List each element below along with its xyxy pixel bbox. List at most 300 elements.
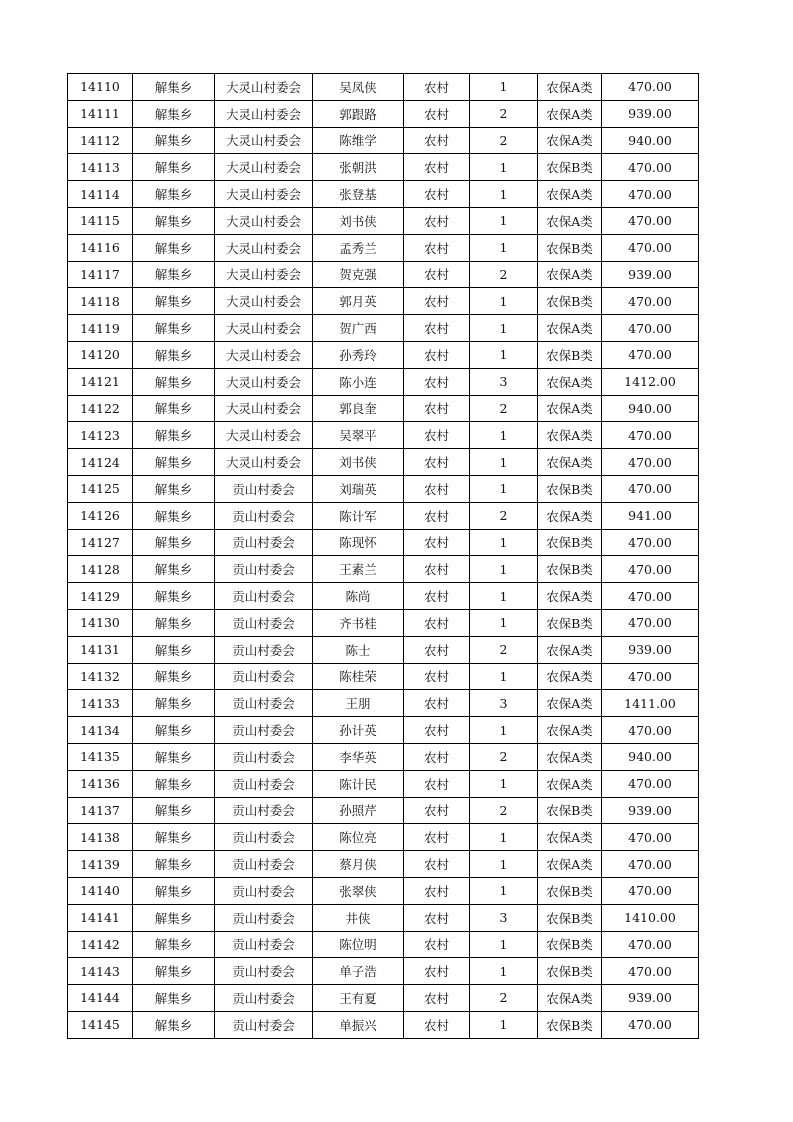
amount-cell: 939.00 (602, 985, 699, 1012)
name-cell: 陈士 (313, 636, 404, 663)
amount-cell: 940.00 (602, 395, 699, 422)
household-size-cell: 1 (470, 958, 538, 985)
record-number-cell: 14135 (68, 743, 133, 770)
table-row (68, 690, 699, 717)
household-type-cell: 农村 (404, 502, 470, 529)
insurance-category-cell: 农保B类 (538, 556, 602, 583)
amount-cell: 470.00 (602, 207, 699, 234)
township-cell: 解集乡 (133, 985, 215, 1012)
record-number-cell: 14143 (68, 958, 133, 985)
township-cell: 解集乡 (133, 904, 215, 931)
amount-cell: 470.00 (602, 529, 699, 556)
amount-cell: 470.00 (602, 74, 699, 101)
amount-cell: 470.00 (602, 234, 699, 261)
amount-cell: 470.00 (602, 181, 699, 208)
village-committee-cell: 大灵山村委会 (215, 261, 313, 288)
name-cell: 刘书侠 (313, 449, 404, 476)
record-number-cell: 14142 (68, 931, 133, 958)
village-committee-cell: 大灵山村委会 (215, 449, 313, 476)
household-size-cell: 1 (470, 1011, 538, 1038)
household-type-cell: 农村 (404, 234, 470, 261)
village-committee-cell: 大灵山村委会 (215, 234, 313, 261)
village-committee-cell: 贡山村委会 (215, 663, 313, 690)
name-cell: 王有夏 (313, 985, 404, 1012)
household-size-cell: 3 (470, 904, 538, 931)
record-number-cell: 14110 (68, 74, 133, 101)
table-row (68, 663, 699, 690)
record-number-cell: 14129 (68, 583, 133, 610)
name-cell: 李华英 (313, 743, 404, 770)
household-type-cell: 农村 (404, 315, 470, 342)
name-cell: 王素兰 (313, 556, 404, 583)
household-type-cell: 农村 (404, 770, 470, 797)
household-type-cell: 农村 (404, 341, 470, 368)
table-row (68, 958, 699, 985)
household-size-cell: 1 (470, 824, 538, 851)
household-size-cell: 2 (470, 127, 538, 154)
village-committee-cell: 贡山村委会 (215, 583, 313, 610)
township-cell: 解集乡 (133, 636, 215, 663)
household-type-cell: 农村 (404, 636, 470, 663)
record-number-cell: 14132 (68, 663, 133, 690)
amount-cell: 470.00 (602, 583, 699, 610)
table-row (68, 770, 699, 797)
name-cell: 单振兴 (313, 1011, 404, 1038)
amount-cell: 939.00 (602, 636, 699, 663)
table-row (68, 341, 699, 368)
name-cell: 张朝洪 (313, 154, 404, 181)
village-committee-cell: 贡山村委会 (215, 1011, 313, 1038)
household-size-cell: 2 (470, 636, 538, 663)
household-size-cell: 1 (470, 234, 538, 261)
table-row (68, 449, 699, 476)
village-committee-cell: 大灵山村委会 (215, 341, 313, 368)
village-committee-cell: 贡山村委会 (215, 824, 313, 851)
insurance-category-cell: 农保B类 (538, 797, 602, 824)
insurance-category-cell: 农保A类 (538, 207, 602, 234)
table-row (68, 877, 699, 904)
amount-cell: 470.00 (602, 422, 699, 449)
record-number-cell: 14113 (68, 154, 133, 181)
household-size-cell: 2 (470, 743, 538, 770)
table-row (68, 261, 699, 288)
insurance-category-cell: 农保B类 (538, 154, 602, 181)
amount-cell: 470.00 (602, 851, 699, 878)
amount-cell: 940.00 (602, 127, 699, 154)
household-type-cell: 农村 (404, 449, 470, 476)
household-size-cell: 2 (470, 502, 538, 529)
household-size-cell: 1 (470, 931, 538, 958)
household-size-cell: 1 (470, 475, 538, 502)
table-row (68, 502, 699, 529)
record-number-cell: 14119 (68, 315, 133, 342)
township-cell: 解集乡 (133, 690, 215, 717)
township-cell: 解集乡 (133, 288, 215, 315)
household-type-cell: 农村 (404, 529, 470, 556)
insurance-category-cell: 农保B类 (538, 931, 602, 958)
village-committee-cell: 大灵山村委会 (215, 288, 313, 315)
name-cell: 郭月英 (313, 288, 404, 315)
insurance-category-cell: 农保B类 (538, 904, 602, 931)
insurance-category-cell: 农保B类 (538, 609, 602, 636)
township-cell: 解集乡 (133, 181, 215, 208)
household-type-cell: 农村 (404, 100, 470, 127)
village-committee-cell: 贡山村委会 (215, 609, 313, 636)
name-cell: 孙计英 (313, 717, 404, 744)
insurance-category-cell: 农保A类 (538, 422, 602, 449)
household-type-cell: 农村 (404, 74, 470, 101)
table-row (68, 904, 699, 931)
amount-cell: 1411.00 (602, 690, 699, 717)
township-cell: 解集乡 (133, 261, 215, 288)
record-number-cell: 14125 (68, 475, 133, 502)
township-cell: 解集乡 (133, 958, 215, 985)
township-cell: 解集乡 (133, 717, 215, 744)
household-size-cell: 1 (470, 663, 538, 690)
insurance-category-cell: 农保A类 (538, 261, 602, 288)
village-committee-cell: 贡山村委会 (215, 636, 313, 663)
record-number-cell: 14123 (68, 422, 133, 449)
village-committee-cell: 贡山村委会 (215, 985, 313, 1012)
record-number-cell: 14137 (68, 797, 133, 824)
name-cell: 孟秀兰 (313, 234, 404, 261)
household-size-cell: 2 (470, 261, 538, 288)
household-type-cell: 农村 (404, 1011, 470, 1038)
table-row (68, 851, 699, 878)
township-cell: 解集乡 (133, 556, 215, 583)
insurance-category-cell: 农保A类 (538, 74, 602, 101)
village-committee-cell: 贡山村委会 (215, 690, 313, 717)
insurance-category-cell: 农保A类 (538, 851, 602, 878)
amount-cell: 939.00 (602, 797, 699, 824)
township-cell: 解集乡 (133, 207, 215, 234)
name-cell: 齐书桂 (313, 609, 404, 636)
township-cell: 解集乡 (133, 127, 215, 154)
household-size-cell: 2 (470, 395, 538, 422)
record-number-cell: 14124 (68, 449, 133, 476)
table-row (68, 609, 699, 636)
household-size-cell: 3 (470, 690, 538, 717)
household-size-cell: 2 (470, 985, 538, 1012)
township-cell: 解集乡 (133, 877, 215, 904)
amount-cell: 470.00 (602, 663, 699, 690)
insurance-category-cell: 农保B类 (538, 288, 602, 315)
village-committee-cell: 贡山村委会 (215, 475, 313, 502)
record-number-cell: 14115 (68, 207, 133, 234)
township-cell: 解集乡 (133, 502, 215, 529)
village-committee-cell: 贡山村委会 (215, 877, 313, 904)
name-cell: 刘书侠 (313, 207, 404, 234)
village-committee-cell: 贡山村委会 (215, 529, 313, 556)
household-type-cell: 农村 (404, 609, 470, 636)
village-committee-cell: 贡山村委会 (215, 556, 313, 583)
name-cell: 陈计军 (313, 502, 404, 529)
township-cell: 解集乡 (133, 851, 215, 878)
table-row (68, 234, 699, 261)
name-cell: 张登基 (313, 181, 404, 208)
insurance-category-cell: 农保A类 (538, 743, 602, 770)
village-committee-cell: 贡山村委会 (215, 502, 313, 529)
township-cell: 解集乡 (133, 341, 215, 368)
township-cell: 解集乡 (133, 449, 215, 476)
amount-cell: 1412.00 (602, 368, 699, 395)
record-number-cell: 14134 (68, 717, 133, 744)
table-row (68, 422, 699, 449)
amount-cell: 939.00 (602, 261, 699, 288)
table-row (68, 315, 699, 342)
name-cell: 陈现怀 (313, 529, 404, 556)
table-row (68, 743, 699, 770)
data-table (67, 73, 699, 1039)
village-committee-cell: 大灵山村委会 (215, 181, 313, 208)
record-number-cell: 14114 (68, 181, 133, 208)
insurance-category-cell: 农保A类 (538, 181, 602, 208)
insurance-category-cell: 农保B类 (538, 475, 602, 502)
record-number-cell: 14120 (68, 341, 133, 368)
township-cell: 解集乡 (133, 234, 215, 261)
township-cell: 解集乡 (133, 931, 215, 958)
village-committee-cell: 大灵山村委会 (215, 395, 313, 422)
household-type-cell: 农村 (404, 797, 470, 824)
record-number-cell: 14128 (68, 556, 133, 583)
insurance-category-cell: 农保A类 (538, 663, 602, 690)
household-type-cell: 农村 (404, 690, 470, 717)
table-row (68, 154, 699, 181)
village-committee-cell: 大灵山村委会 (215, 100, 313, 127)
household-type-cell: 农村 (404, 181, 470, 208)
amount-cell: 470.00 (602, 609, 699, 636)
insurance-category-cell: 农保B类 (538, 341, 602, 368)
name-cell: 张翠侠 (313, 877, 404, 904)
household-size-cell: 1 (470, 154, 538, 181)
insurance-category-cell: 农保A类 (538, 368, 602, 395)
household-size-cell: 2 (470, 797, 538, 824)
household-size-cell: 1 (470, 717, 538, 744)
name-cell: 陈尚 (313, 583, 404, 610)
record-number-cell: 14141 (68, 904, 133, 931)
amount-cell: 470.00 (602, 288, 699, 315)
insurance-category-cell: 农保B类 (538, 1011, 602, 1038)
name-cell: 陈维学 (313, 127, 404, 154)
township-cell: 解集乡 (133, 475, 215, 502)
household-size-cell: 1 (470, 422, 538, 449)
amount-cell: 470.00 (602, 154, 699, 181)
record-number-cell: 14139 (68, 851, 133, 878)
table-row (68, 395, 699, 422)
record-number-cell: 14122 (68, 395, 133, 422)
name-cell: 单子浩 (313, 958, 404, 985)
name-cell: 刘瑞英 (313, 475, 404, 502)
household-size-cell: 1 (470, 449, 538, 476)
village-committee-cell: 贡山村委会 (215, 851, 313, 878)
record-number-cell: 14111 (68, 100, 133, 127)
record-number-cell: 14116 (68, 234, 133, 261)
household-type-cell: 农村 (404, 288, 470, 315)
name-cell: 陈位亮 (313, 824, 404, 851)
township-cell: 解集乡 (133, 824, 215, 851)
household-type-cell: 农村 (404, 207, 470, 234)
table-row (68, 74, 699, 101)
table-row (68, 127, 699, 154)
record-number-cell: 14144 (68, 985, 133, 1012)
record-number-cell: 14131 (68, 636, 133, 663)
township-cell: 解集乡 (133, 422, 215, 449)
household-type-cell: 农村 (404, 395, 470, 422)
insurance-category-cell: 农保A类 (538, 717, 602, 744)
village-committee-cell: 贡山村委会 (215, 904, 313, 931)
name-cell: 陈桂荣 (313, 663, 404, 690)
household-type-cell: 农村 (404, 261, 470, 288)
table-row (68, 181, 699, 208)
record-number-cell: 14126 (68, 502, 133, 529)
table-row (68, 207, 699, 234)
insurance-category-cell: 农保A类 (538, 770, 602, 797)
name-cell: 陈计民 (313, 770, 404, 797)
insurance-category-cell: 农保A类 (538, 502, 602, 529)
name-cell: 蔡月侠 (313, 851, 404, 878)
table-row (68, 824, 699, 851)
insurance-category-cell: 农保A类 (538, 985, 602, 1012)
amount-cell: 470.00 (602, 717, 699, 744)
household-type-cell: 农村 (404, 583, 470, 610)
household-size-cell: 1 (470, 74, 538, 101)
amount-cell: 940.00 (602, 743, 699, 770)
household-size-cell: 1 (470, 529, 538, 556)
insurance-category-cell: 农保B类 (538, 958, 602, 985)
insurance-category-cell: 农保A类 (538, 636, 602, 663)
township-cell: 解集乡 (133, 797, 215, 824)
record-number-cell: 14145 (68, 1011, 133, 1038)
record-number-cell: 14138 (68, 824, 133, 851)
household-type-cell: 农村 (404, 127, 470, 154)
household-type-cell: 农村 (404, 368, 470, 395)
record-number-cell: 14130 (68, 609, 133, 636)
household-type-cell: 农村 (404, 422, 470, 449)
amount-cell: 1410.00 (602, 904, 699, 931)
table-row (68, 368, 699, 395)
household-size-cell: 1 (470, 770, 538, 797)
insurance-category-cell: 农保A类 (538, 449, 602, 476)
amount-cell: 470.00 (602, 556, 699, 583)
village-committee-cell: 大灵山村委会 (215, 315, 313, 342)
township-cell: 解集乡 (133, 743, 215, 770)
table-row (68, 931, 699, 958)
amount-cell: 470.00 (602, 341, 699, 368)
record-number-cell: 14112 (68, 127, 133, 154)
insurance-category-cell: 农保B类 (538, 529, 602, 556)
record-number-cell: 14133 (68, 690, 133, 717)
amount-cell: 470.00 (602, 824, 699, 851)
name-cell: 陈小连 (313, 368, 404, 395)
household-type-cell: 农村 (404, 824, 470, 851)
record-number-cell: 14121 (68, 368, 133, 395)
village-committee-cell: 大灵山村委会 (215, 207, 313, 234)
village-committee-cell: 大灵山村委会 (215, 74, 313, 101)
village-committee-cell: 贡山村委会 (215, 797, 313, 824)
village-committee-cell: 贡山村委会 (215, 958, 313, 985)
table-row (68, 475, 699, 502)
amount-cell: 470.00 (602, 1011, 699, 1038)
township-cell: 解集乡 (133, 368, 215, 395)
township-cell: 解集乡 (133, 583, 215, 610)
table-row (68, 529, 699, 556)
village-committee-cell: 贡山村委会 (215, 770, 313, 797)
table-row (68, 556, 699, 583)
household-size-cell: 1 (470, 851, 538, 878)
amount-cell: 470.00 (602, 877, 699, 904)
village-committee-cell: 贡山村委会 (215, 931, 313, 958)
record-number-cell: 14140 (68, 877, 133, 904)
name-cell: 吴凤侠 (313, 74, 404, 101)
household-size-cell: 1 (470, 181, 538, 208)
name-cell: 王朋 (313, 690, 404, 717)
amount-cell: 470.00 (602, 449, 699, 476)
table-row (68, 100, 699, 127)
name-cell: 贺广西 (313, 315, 404, 342)
insurance-category-cell: 农保B类 (538, 234, 602, 261)
household-size-cell: 1 (470, 207, 538, 234)
township-cell: 解集乡 (133, 1011, 215, 1038)
household-type-cell: 农村 (404, 931, 470, 958)
household-size-cell: 1 (470, 583, 538, 610)
record-number-cell: 14117 (68, 261, 133, 288)
household-size-cell: 2 (470, 100, 538, 127)
table-row (68, 583, 699, 610)
amount-cell: 939.00 (602, 100, 699, 127)
township-cell: 解集乡 (133, 395, 215, 422)
record-number-cell: 14127 (68, 529, 133, 556)
township-cell: 解集乡 (133, 315, 215, 342)
household-type-cell: 农村 (404, 663, 470, 690)
household-size-cell: 1 (470, 288, 538, 315)
household-type-cell: 农村 (404, 851, 470, 878)
name-cell: 陈位明 (313, 931, 404, 958)
insurance-category-cell: 农保B类 (538, 877, 602, 904)
table-row (68, 636, 699, 663)
name-cell: 吴翠平 (313, 422, 404, 449)
village-committee-cell: 贡山村委会 (215, 743, 313, 770)
village-committee-cell: 大灵山村委会 (215, 154, 313, 181)
table-row (68, 797, 699, 824)
amount-cell: 941.00 (602, 502, 699, 529)
table-row (68, 1011, 699, 1038)
township-cell: 解集乡 (133, 529, 215, 556)
table-body (68, 74, 699, 1039)
village-committee-cell: 大灵山村委会 (215, 368, 313, 395)
township-cell: 解集乡 (133, 609, 215, 636)
name-cell: 井侠 (313, 904, 404, 931)
amount-cell: 470.00 (602, 315, 699, 342)
household-size-cell: 3 (470, 368, 538, 395)
household-size-cell: 1 (470, 341, 538, 368)
household-size-cell: 1 (470, 877, 538, 904)
household-type-cell: 农村 (404, 904, 470, 931)
name-cell: 郭跟路 (313, 100, 404, 127)
amount-cell: 470.00 (602, 770, 699, 797)
household-type-cell: 农村 (404, 717, 470, 744)
township-cell: 解集乡 (133, 74, 215, 101)
village-committee-cell: 大灵山村委会 (215, 127, 313, 154)
name-cell: 贺克强 (313, 261, 404, 288)
table-row (68, 288, 699, 315)
village-committee-cell: 贡山村委会 (215, 717, 313, 744)
household-size-cell: 1 (470, 315, 538, 342)
insurance-category-cell: 农保A类 (538, 395, 602, 422)
township-cell: 解集乡 (133, 100, 215, 127)
amount-cell: 470.00 (602, 931, 699, 958)
insurance-category-cell: 农保A类 (538, 583, 602, 610)
village-committee-cell: 大灵山村委会 (215, 422, 313, 449)
